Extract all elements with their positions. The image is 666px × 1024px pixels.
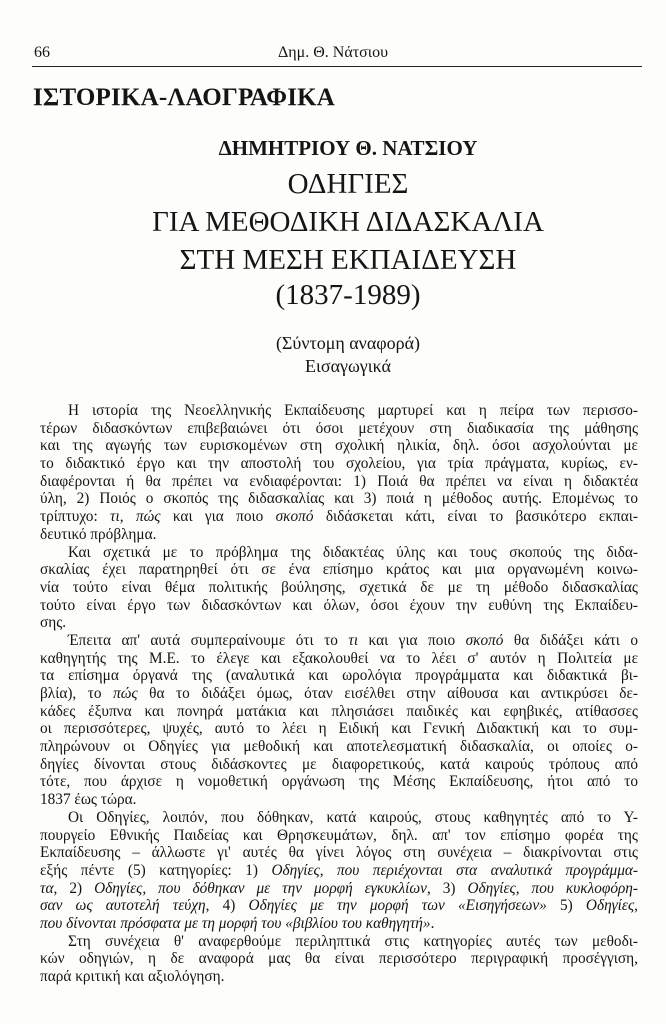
text-line: [40, 455, 638, 473]
text: Έπειτα απ' αυτά συμπεραίνουμε ότι το: [68, 631, 349, 649]
text-line: [40, 490, 638, 508]
text: και για ποιο: [358, 631, 466, 649]
text-line: [40, 950, 638, 968]
text: .: [430, 914, 435, 932]
italic-text: τι: [348, 631, 359, 649]
paragraph: [40, 632, 638, 809]
text: Οι Οδηγίες, λοιπόν, που δόθηκαν, κατά καιρούς, στους καθηγητές από το Υ-: [68, 808, 638, 826]
text: πουργείο Εθνικής Παιδείας και Θρησκευμάτων, δηλ. απ' τον επίσημο φορέα της: [40, 826, 638, 844]
text: , 3): [426, 879, 468, 897]
text-line: [40, 897, 638, 915]
text-line: [40, 968, 638, 986]
text: κάδες έξυπνα και πονηρά ματάκια και πλησιάσει παιδικές και εφηβικές, ατίθασσες: [40, 702, 638, 720]
text-line: [40, 650, 638, 668]
page-number: 66: [34, 44, 50, 61]
text-line: [40, 508, 638, 526]
text: 1837 έως τώρα.: [40, 791, 137, 809]
text: κών οδηγιών, η δε αναφορά μας θα είναι περισσότερο περιγραφική προσέγγιση,: [40, 950, 638, 968]
text: , 2): [53, 879, 95, 897]
text: και για ποιο: [160, 508, 276, 526]
italic-text: σαν ως αυτοτελή τεύχη: [40, 897, 206, 915]
italic-text: Οδηγίες,: [585, 897, 638, 915]
text: διδάσκεται κάτι, είναι το βασικότερο εκπαι-: [313, 508, 638, 526]
text: καθηγητής της Μ.Ε. το έλεγε και εξακολουθεί να το λέει σ' αυτόν η Πολιτεία με: [40, 649, 638, 667]
text: Στη συνέχεια θ' αναφερθούμε περιληπτικά στις κατηγορίες αυτές των μεθοδι-: [68, 932, 638, 950]
text: τότε, που άρχισε η νομοθετική οργάνωση της Μέσης Εκπαίδευσης, ήτοι από το: [40, 773, 638, 791]
running-head: Δημ. Θ. Νάτσιου: [277, 44, 388, 61]
text: Η ιστορία της Νεοελληνικής Εκπαίδευσης μαρτυρεί και η πείρα των περισσο-: [68, 402, 638, 419]
text: ύλη, 2) Ποιός ο σκοπός της διδασκαλίας και 3) ποιά η μέθοδος αυτής. Επομένως το: [40, 490, 638, 508]
text-line: [40, 915, 638, 933]
text: θα το διδάξει όμως, όταν εισέλθει στην αίθουσα και αντικρύσει δε-: [137, 685, 638, 702]
text-line: [40, 526, 638, 544]
text: νία τούτο είναι θέμα πολιτικής βούλησης, σχετικά δε με τη μέθοδο διδασκαλίας: [40, 578, 638, 596]
italic-text: Οδηγίες, που κυκλοφόρη-: [467, 879, 638, 897]
text-line: [40, 579, 638, 597]
article-author: ΔΗΜΗΤΡΙΟΥ Θ. ΝΑΤΣΙΟΥ: [218, 136, 478, 160]
italic-text: Οδηγίες, που δόθηκαν με την μορφή εγκυκλίων: [94, 879, 427, 897]
text-line: [40, 561, 638, 579]
italic-text: πώς: [113, 685, 138, 702]
article-title-line: (1837-1989): [275, 279, 421, 311]
text-line: [40, 738, 638, 756]
text-line: [40, 809, 638, 827]
text-line: [40, 437, 638, 455]
text-line: [40, 844, 638, 862]
text-line: [40, 756, 638, 774]
italic-text: σκοπό: [465, 631, 504, 649]
text-line: [40, 685, 638, 703]
text-line: [40, 632, 638, 650]
text: παρά κριτική και αξιολόγηση.: [40, 968, 225, 985]
text: Και σχετικά με το πρόβλημα της διδακτέας ύλης και τους σκοπούς της διδα-: [68, 543, 638, 561]
paragraph: [40, 544, 638, 632]
paragraph: [40, 933, 638, 986]
text: δευτικό πρόβλημα.: [40, 525, 157, 543]
article-title-line: ΟΔΗΓΙΕΣ: [287, 168, 409, 200]
article-title-line: ΓΙΑ ΜΕΘΟΔΙΚΗ ΔΙΔΑΣΚΑΛΙΑ: [152, 206, 544, 238]
text-line: [40, 614, 638, 632]
text: Εκπαίδευσης – άλλωστε γι' αυτές θα γίνει λόγος στη συνέχεια – διακρίνονται στις: [40, 844, 638, 862]
text-line: [40, 880, 638, 898]
text-line: [40, 720, 638, 738]
text: πληρώνουν οι Οδηγίες για μεθοδική και αποτελεσματική διδασκαλία, οι οποίες ο-: [40, 738, 638, 756]
text: το διδακτικό έργο και την αποστολή του σχολείου, για τρία πράγματα, κυρίως, εν-: [40, 455, 638, 473]
text: τρίπτυχο:: [40, 508, 111, 526]
text: δηγίες δίνονται στους διδάσκοντες με διαφορετικούς, κατά καιρούς τρόπους από: [40, 755, 638, 773]
text-line: [40, 544, 638, 562]
text: και της αγωγής των ευρισκομένων στη σχολική ηλικία, δηλ. όσοι ασχολούνται με: [40, 437, 638, 455]
intro-heading: Εισαγωγικά: [305, 356, 391, 376]
italic-text: που δίνονται πρόσφατα με τη μορφή του «βιβλίου του καθηγητή»: [40, 914, 431, 932]
text-line: [40, 933, 638, 951]
header-rule: [32, 66, 642, 67]
text: 5): [546, 897, 586, 915]
text-line: [40, 420, 638, 438]
text: σκαλίας έχει παρατηρηθεί ότι σε ένα επίσημο κράτος και μια οργανωμένη κοινω-: [40, 561, 638, 579]
italic-text: Οδηγίες, που περιέχονται στα αναλυτικά προγράμμα-: [271, 861, 638, 879]
text: θα διδάξει κάτι ο: [503, 631, 638, 649]
text-line: [40, 703, 638, 721]
italic-text: σκοπό: [275, 508, 314, 526]
text: τούτο είναι έργο των διδασκόντων και όλων, όσοι έχουν την ευθύνη της Εκπαίδευ-: [40, 596, 638, 614]
text-line: [40, 773, 638, 791]
text-line: [40, 667, 638, 685]
italic-text: Οδηγίες με την μορφή των «Εισηγήσεων»: [248, 897, 547, 915]
text-line: [40, 402, 638, 420]
text: εξής πέντε (5) κατηγορίες: 1): [40, 861, 272, 879]
paragraph: [40, 809, 638, 933]
section-title: ΙΣΤΟΡΙΚΑ-ΛΑΟΓΡΑΦΙΚΑ: [33, 84, 336, 111]
paragraph: [40, 402, 638, 544]
article-title-line: ΣΤΗ ΜΕΣΗ ΕΚΠΑΙΔΕΥΣΗ: [179, 244, 517, 276]
text: βλία), το: [40, 685, 114, 702]
text-line: [40, 473, 638, 491]
text-line: [40, 827, 638, 845]
text-line: [40, 597, 638, 615]
text: , 4): [205, 897, 249, 915]
italic-text: τι, πώς: [110, 508, 161, 526]
text: τέρων διδασκόντων επιβεβαιώνει ότι όσοι μετέχουν στη διαδικασία της μάθησης: [40, 419, 638, 437]
article-body: [40, 402, 638, 986]
article-subtitle: (Σύντομη αναφορά): [275, 333, 421, 353]
text: οι περισσότερες, ψυχές, αυτό το λέει η Ειδική και Γενική Διδακτική και το συμ-: [40, 720, 638, 738]
text-line: [40, 862, 638, 880]
text: διαφέρονται ή θα πρέπει να ενδιαφέρονται: 1) Ποιά θα πρέπει να είναι η διδακτέα: [40, 472, 638, 490]
text-line: [40, 791, 638, 809]
text: τα επίσημα όργανά της (αναλυτικά και ωρολόγια προγράμματα και διδακτικά βι-: [40, 667, 638, 685]
text: σης.: [40, 614, 67, 632]
italic-text: τα: [40, 879, 54, 897]
